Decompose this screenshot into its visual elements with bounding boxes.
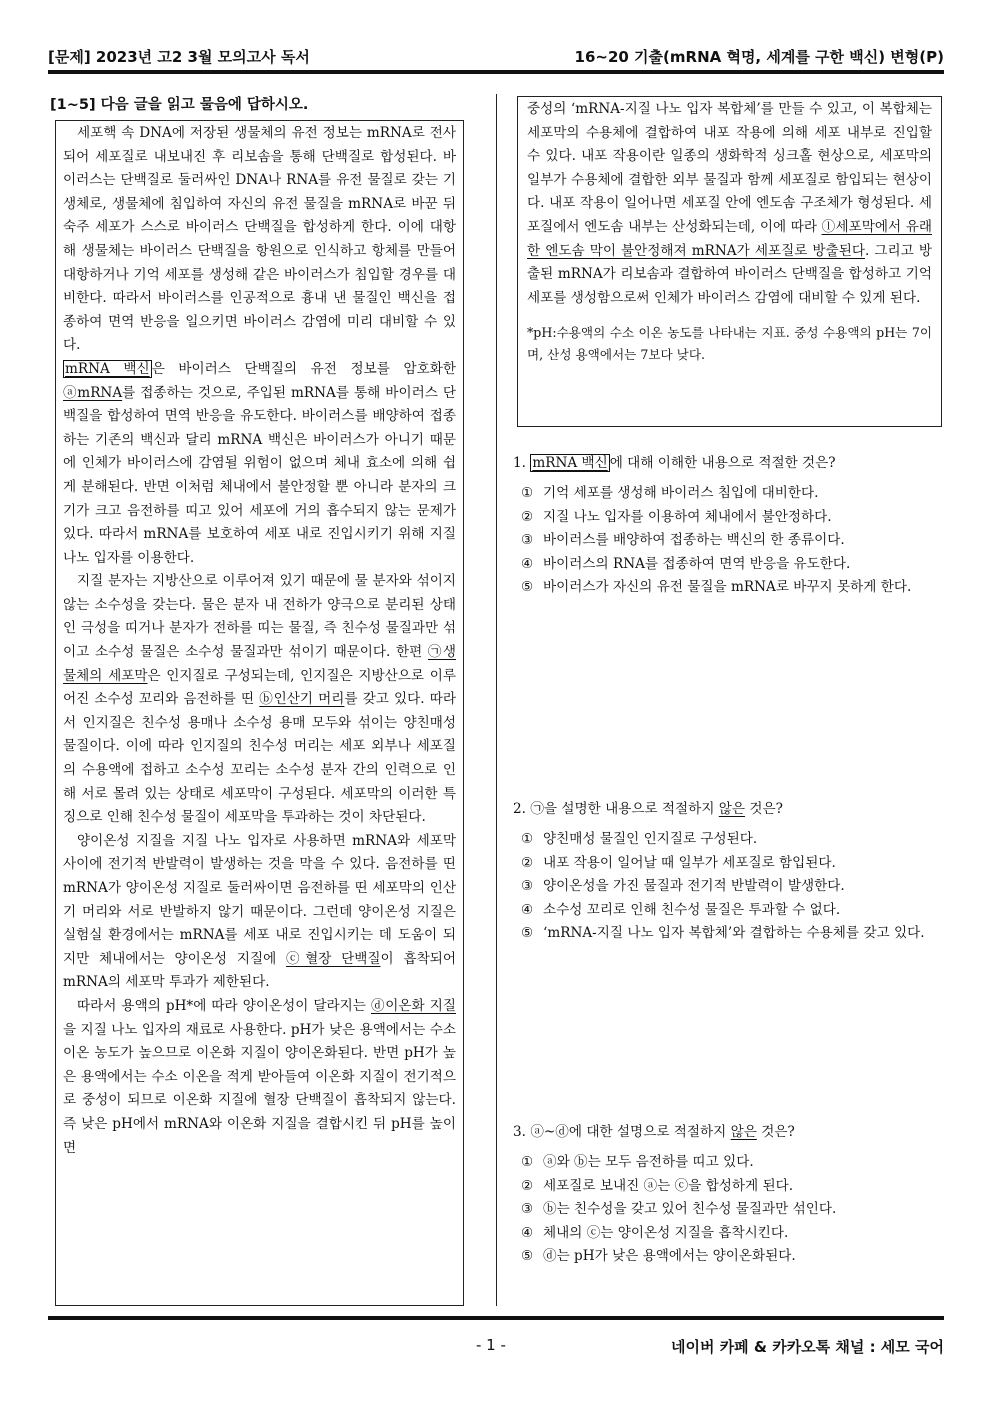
option[interactable]: ③ 바이러스를 배양하여 접종하는 백신의 한 종류이다. [521,532,845,549]
option[interactable]: ④ 소수성 꼬리로 인해 친수성 물질은 투과할 수 없다. [521,901,841,918]
option[interactable]: ① 기억 세포를 생성해 바이러스 침입에 대비한다. [521,485,819,501]
question-3 [513,1121,943,1269]
option[interactable]: ② 내포 작용이 일어날 때 일부가 세포질로 함입된다. [521,854,836,871]
passage-paragraph-5: 따라서 용액의 pH*에 따라 양이온성이 달라지는 ⓓ이온화 지질을 지질 나노 입자의 재료로 사용한다. pH가 낮은 용액에서는 수소 이온 농도가 높으므로 이온화 지질이 양이온화된다. 반면 pH가 높은 용액에서는 수소 이온을 적게 받아들여 이온화 지질이 전기적으로 중성이 되므로 이온화 지질에 혈장 단백질이 흡착되지 않는다. 즉 낮은 pH에서 mRNA와 이온화 지질을 결합시킨 뒤 pH를 높이면 [63,997,456,1156]
mark-c: ⓒ혈장 단백질 [286,950,381,967]
option[interactable]: ⑤ ‘mRNA-지질 나노 입자 복합체’와 결합하는 수용체를 갖고 있다. [521,925,925,942]
mark-d: ⓓ이온화 지질 [370,997,456,1014]
instruction: [1~5] 다음 글을 읽고 물음에 답하시오. [50,97,309,113]
passage-box-left [55,120,464,1306]
page-header [48,46,944,68]
passage-paragraph-4: 양이온성 지질을 지질 나노 입자로 사용하면 mRNA와 세포막 사이에 전기적 반발력이 발생하는 것을 막을 수 있다. 음전하를 띤 mRNA가 양이온성 지질로 둘러싸이면 음전하를 띤 세포막의 인산기 머리와 서로 반발하지 않기 때문이다. 그런데 양이온성 지질은 실험실 환경에서는 mRNA를 세포 내로 진입시키는 데 도움이 되지만 체내에서는 양이온성 지질에 ⓒ혈장 단백질이 흡착되어 mRNA의 세포막 투과가 제한된다. [63,832,456,991]
option[interactable]: ④ 바이러스의 RNA를 접종하여 면역 반응을 유도한다. [521,555,851,572]
option[interactable]: ① ⓐ와 ⓑ는 모두 음전하를 띠고 있다. [521,1154,754,1170]
mark-b: ⓑ인산기 머리 [259,691,345,708]
option[interactable]: ⑤ 바이러스가 자신의 유전 물질을 mRNA로 바꾸지 못하게 한다. [521,579,912,596]
option[interactable]: ② 지질 나노 입자를 이용하여 체내에서 불안정하다. [521,508,832,525]
column-divider [496,94,497,1306]
mark-l: ⓛ세포막에서 유래한 엔도솜 막이 불안정해져 mRNA가 세포질로 방출된다 [527,218,932,259]
option[interactable]: ③ 양이온성을 가진 물질과 전기적 반발력이 발생한다. [521,878,845,895]
passage-paragraph-2: mRNA 백신 은 바이러스 단백질의 유전 정보를 암호화한 ⓐmRNA를 접종하는 것으로, 주입된 mRNA를 통해 바이러스 단백질을 합성하여 면역 반응을 유도한다. 바이러스를 배양하여 접종하는 기존의 백신과 달리 mRNA 백신은 바이러스가 아니기 때문에 인체가 바이러스에 감염될 위험이 없으며 체내 효소에 의해 쉽게 분해된다. 반면 이처럼 체내에서 불안정할 뿐 아니라 분자의 크기가 크고 음전하를 띠고 있어 세포에 거의 흡수되지 않는 문제가 있다. 따라서 mRNA를 보호하여 세포 내로 진입시키기 위해 지질 나노 입자를 이용한다. [63,360,456,566]
question-stem: 2. ㉠을 설명한 내용으로 적절하지 않은 것은? [513,801,783,817]
question-stem: 1. mRNA 백신 에 대해 이해한 내용으로 적절한 것은? [513,455,836,471]
option[interactable]: ④ 체내의 ⓒ는 양이온성 지질을 흡착시킨다. [521,1224,789,1241]
footer-rule [48,1316,944,1320]
mark-a: ⓐmRNA [63,384,123,401]
question-stem: 3. ⓐ~ⓓ에 대한 설명으로 적절하지 않은 것은? [513,1124,795,1140]
question-2 [513,798,943,946]
passage-paragraph-5-cont: 중성의 ‘mRNA-지질 나노 입자 복합체’를 만들 수 있고, 이 복합체는 세포막의 수용체에 결합하여 내포 작용에 의해 세포 내부로 진입할 수 있다. 내포 작용이란 일종의 생화학적 싱크홀 현상으로, 세포막의 일부가 수용체에 결합한 외부 물질과 함께 세포질로 함입되는 현상이다. 내포 작용이 일어나면 세포질 안에 엔도솜 구조체가 형성된다. 세포질에서 엔도솜 내부는 산성화되는데, 이에 따라 ⓛ세포막에서 유래한 엔도솜 막이 불안정해져 mRNA가 세포질로 방출된다. 그리고 방출된 mRNA가 리보솜과 결합하여 바이러스 단백질을 합성하고 기억 세포를 생성함으로써 인체가 바이러스 감염에 대비할 수 있게 된다. [527,101,932,306]
page-number: - 1 - [476,1336,506,1354]
option[interactable]: ① 양친매성 물질인 인지질로 구성된다. [521,831,758,847]
exam-subtitle: 16~20 기출(mRNA 혁명, 세계를 구한 백신) 변형(P) [574,48,944,66]
passage-box-right [517,96,942,427]
passage-paragraph-3: 지질 분자는 지방산으로 이루어져 있기 때문에 물 분자와 섞이지 않는 소수성을 갖는다. 물은 분자 내 전하가 양극으로 분리된 상태인 극성을 띠거나 분자가 전하를 띠는 물질, 즉 친수성 물질과만 섞이고 소수성 물질은 소수성 물질과만 섞이기 때문이다. 한편 ㉠생물체의 세포막은 인지질로 구성되는데, 인지질은 지방산으로 이루어진 소수성 꼬리와 음전하를 띤 ⓑ인산기 머리를 갖고 있다. 따라서 인지질은 친수성 용매나 소수성 용매 모두와 섞이는 양친매성 물질이다. 이에 따라 인지질의 친수성 머리는 세포 외부나 세포질의 수용액에 접하고 소수성 꼬리는 소수성 분자 간의 인력으로 인해 서로 몰려 있는 상태로 세포막이 구성된다. 세포막의 이러한 특징으로 인해 친수성 물질이 세포막을 투과하는 것이 차단된다. [63,573,456,826]
option[interactable]: ② 세포질로 보내진 ⓐ는 ⓒ을 합성하게 된다. [521,1177,794,1194]
term-mrna-vaccine: mRNA 백신 [532,455,608,471]
exam-title: [문제] 2023년 고2 3월 모의고사 독서 [48,48,310,66]
passage-paragraph-1: 세포핵 속 DNA에 저장된 생물체의 유전 정보는 mRNA로 전사되어 세포질로 내보내진 후 리보솜을 통해 단백질로 합성된다. 바이러스는 단백질로 둘러싸인 DNA나 RNA를 유전 물질로 갖는 기생체로, 생물체에 침입하여 자신의 유전 물질을 mRNA로 바꾼 뒤 숙주 세포가 스스로 바이러스 단백질을 합성하게 한다. 이에 대항해 생물체는 바이러스 단백질을 항원으로 인식하고 항체를 만들어 대항하거나 기억 세포를 생성해 같은 바이러스가 침입할 경우를 대비한다. 따라서 바이러스를 인공적으로 흉내 낸 물질인 백신을 접종하여 면역 반응을 일으키면 바이러스 감염에 미리 대비할 수 있다. [63,125,456,354]
option[interactable]: ⑤ ⓓ는 pH가 낮은 용액에서는 양이온화된다. [521,1248,796,1265]
footer-brand: 네이버 카페 & 카카오톡 채널 : 세모 국어 [671,1338,944,1356]
question-1 [513,452,943,600]
header-rule [48,70,944,74]
footnote-ph: *pH:수용액의 수소 이온 농도를 나타내는 지표. 중성 수용액의 pH는 7이며, 산성 용액에서는 7보다 낮다. [527,325,932,363]
mark-g: ㉠생물체의 세포막 [63,644,456,684]
term-mrna-vaccine: mRNA 백신 [65,360,150,377]
option[interactable]: ③ ⓑ는 친수성을 갖고 있어 친수성 물질과만 섞인다. [521,1201,837,1218]
